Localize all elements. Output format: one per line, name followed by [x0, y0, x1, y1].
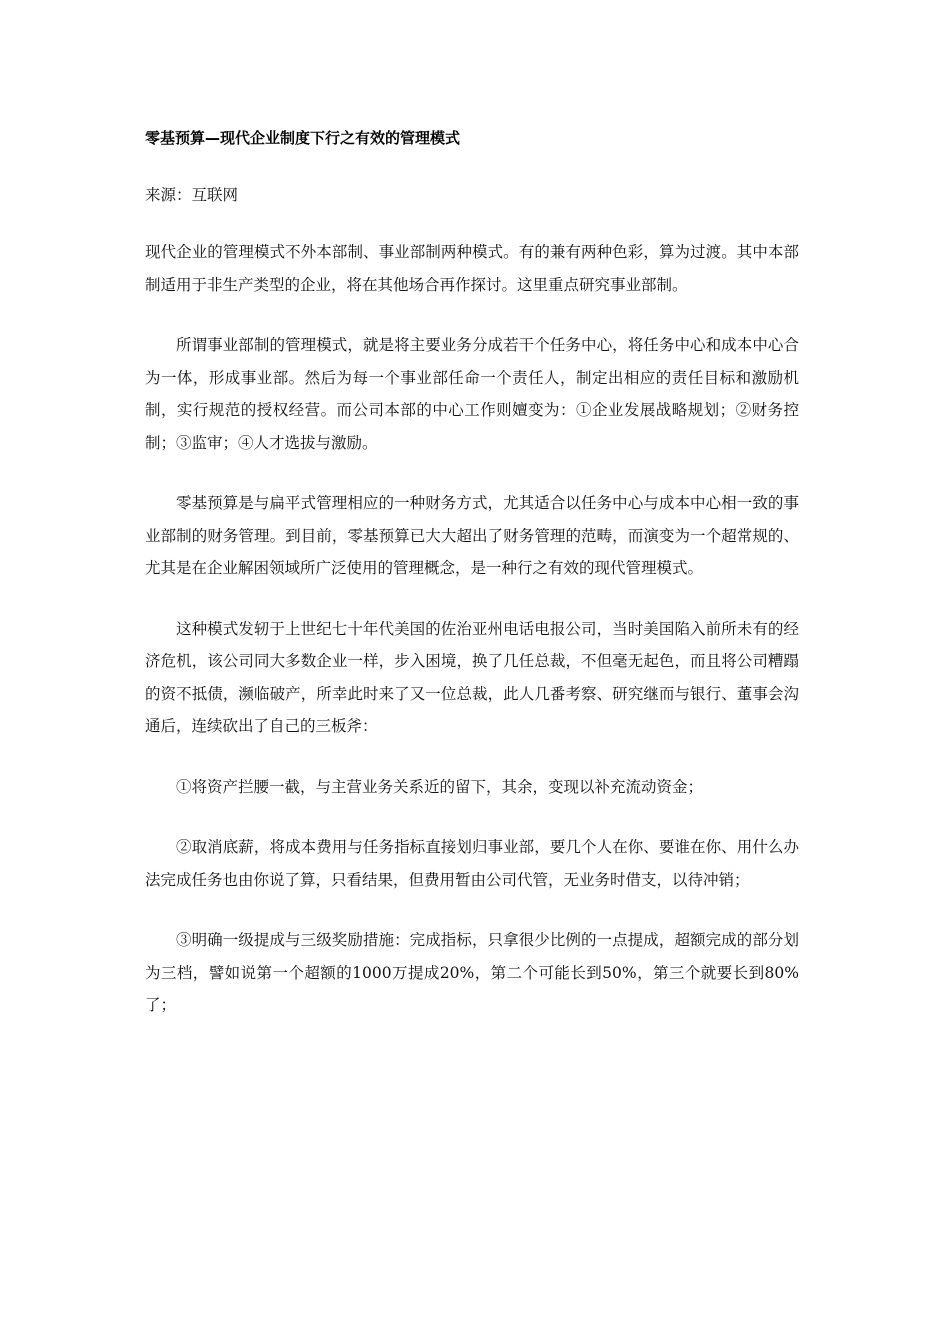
document-source: 来源：互联网	[145, 186, 239, 204]
paragraph-division-definition: 所谓事业部制的管理模式，就是将主要业务分成若干个任务中心，将任务中心和成本中心合为一体，形成事业部。然后为每一个事业部任命一个责任人，制定出相应的责任目标和激励机制，实行规范的授权经营。而公司本部的中心工作则嬗变为：①企业发展战略规划；②财务控制；③监审；④人才选拔与激励。	[145, 336, 799, 452]
document-title: 零基预算—现代企业制度下行之有效的管理模式	[145, 129, 461, 147]
paragraph-measure-2: ②取消底薪，将成本费用与任务指标直接划归事业部，要几个人在你、要谁在你、用什么办法完成任务也由你说了算，只看结果，但费用暂由公司代管，无业务时借支，以待冲销；	[145, 838, 799, 889]
paragraph-zero-based-budget: 零基预算是与扁平式管理相应的一种财务方式，尤其适合以任务中心与成本中心相一致的事业部制的财务管理。到目前，零基预算已大大超出了财务管理的范畴，而演变为一个超常规的、尤其是在企业解困领域所广泛使用的管理概念，是一种行之有效的现代管理模式。	[145, 494, 799, 577]
document-body	[145, 126, 799, 1022]
paragraph-intro: 现代企业的管理模式不外本部制、事业部制两种模式。有的兼有两种色彩，算为过渡。其中本部制适用于非生产类型的企业，将在其他场合再作探讨。这里重点研究事业部制。	[145, 243, 799, 294]
paragraph-measure-1: ①将资产拦腰一截，与主营业务关系近的留下，其余，变现以补充流动资金；	[176, 777, 704, 796]
paragraph-origin-story: 这种模式发轫于上世纪七十年代美国的佐治亚州电话电报公司，当时美国陷入前所未有的经济危机，该公司同大多数企业一样，步入困境，换了几任总裁，不但毫无起色，而且将公司糟蹋的资不抵债，濒临破产，所幸此时来了又一位总裁，此人几番考察、研究继而与银行、董事会沟通后，连续砍出了自己的三板斧：	[145, 619, 799, 735]
paragraph-measure-3: ③明确一级提成与三级奖励措施：完成指标，只拿很少比例的一点提成，超额完成的部分划为三档，譬如说第一个超额的1000万提成20%，第二个可能长到50%，第三个就要长到80%了；	[145, 931, 799, 1014]
